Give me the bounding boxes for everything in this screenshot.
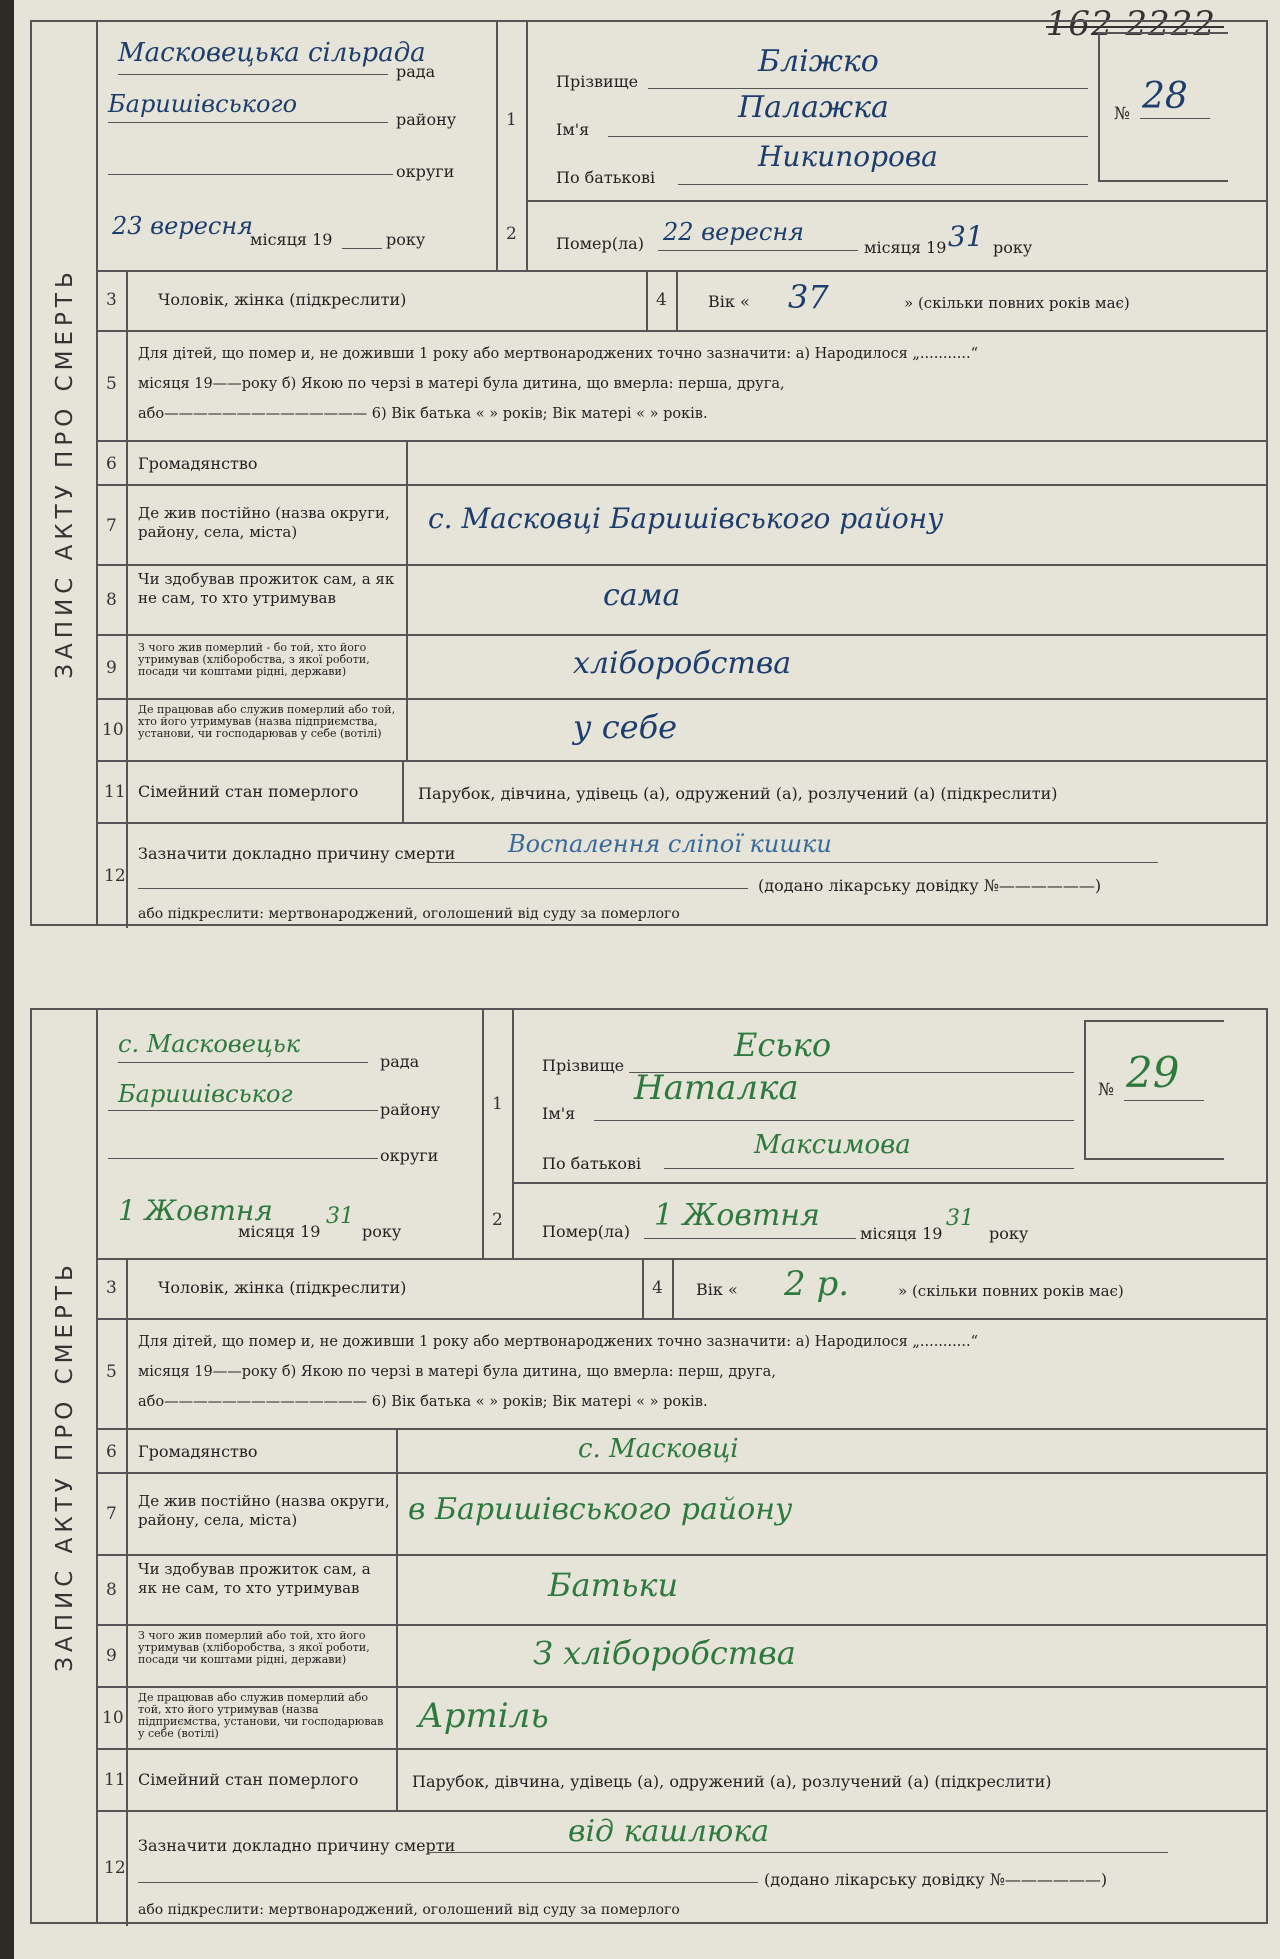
citizenship-label: Громадянство — [138, 454, 258, 473]
cause-label: Зазначити докладно причину смерти — [138, 1836, 456, 1855]
district-value: Баришівського — [108, 90, 298, 118]
row-number: 4 — [656, 290, 667, 310]
citizenship-label: Громадянство — [138, 1442, 258, 1461]
surname-label: Прізвище — [556, 72, 639, 91]
council-district-cell — [98, 1010, 484, 1258]
surname-label: Прізвище — [542, 1056, 625, 1075]
council-label: рада — [396, 62, 436, 81]
patronymic-value: Максимова — [754, 1130, 911, 1160]
sex-age-row — [98, 1260, 1266, 1320]
work-value: у себе — [573, 708, 678, 746]
death-year-label: року — [993, 238, 1033, 257]
record-number-label: № — [1098, 1080, 1115, 1100]
name-value: Палажка — [738, 90, 889, 125]
row-number: 8 — [106, 1580, 117, 1600]
row-number: 9 — [106, 1646, 117, 1666]
row-number-cell — [498, 22, 528, 270]
row-number: 10 — [102, 720, 124, 740]
death-label: Помер(ла) — [556, 234, 644, 253]
row-number: 7 — [106, 516, 117, 536]
record-section-title: ЗАПИС АКТУ ПРО СМЕРТЬ — [52, 267, 78, 679]
residence-value: в Баришівського району — [408, 1492, 793, 1527]
registration-year-label: року — [386, 230, 426, 249]
row-number-cell — [484, 1010, 514, 1258]
row-number: 2 — [492, 1210, 503, 1230]
work-value: Артіль — [418, 1696, 549, 1736]
register-page — [14, 0, 1280, 1959]
district-label: району — [396, 110, 457, 129]
support-label: Чи здобував прожиток сам, а як не сам, то хто утримував — [138, 570, 395, 607]
row-number: 5 — [106, 374, 117, 394]
family-label: Сімейний стан померлого — [138, 1770, 359, 1789]
record-side-panel — [32, 22, 98, 924]
district-value: Баришівськог — [118, 1080, 293, 1108]
residence-label: Де жив постійно (назва округи, району, села, міста) — [138, 504, 390, 541]
support-row — [98, 566, 1266, 636]
okrug-label: округи — [396, 162, 455, 181]
death-year: 31 — [946, 1206, 974, 1231]
stillborn-note: або підкреслити: мертвонароджений, оголошений від суду за померлого — [138, 1902, 680, 1918]
row-number: 11 — [104, 782, 126, 802]
residence-top-value: с. Масковці — [578, 1434, 739, 1464]
residence-value: с. Масковці Баришівського району — [428, 502, 944, 535]
child-line-1: Для дітей, що помер и, не доживши 1 року або мертвонароджених точно зазначити: а) Народилося „...........“ — [138, 1334, 978, 1350]
support-row — [98, 1556, 1266, 1626]
record-number-label: № — [1114, 104, 1131, 124]
support-label: Чи здобував прожиток сам, а як не сам, то хто утримував — [138, 1560, 371, 1597]
citizenship-row — [98, 1430, 1266, 1474]
income-label: З чого жив померлий - бо той, хто його утримував (хліборобства, з якої роботи, посади чи коштами рідні, держави) — [138, 641, 370, 678]
page-number: 162 2222 — [1045, 4, 1216, 44]
row-number: 8 — [106, 590, 117, 610]
support-value: сама — [603, 578, 681, 613]
age-value: 37 — [788, 278, 829, 316]
age-value: 2 р. — [784, 1264, 850, 1304]
cause-value: Воспалення сліпої кишки — [508, 830, 832, 858]
registration-month-label: місяця 19 — [238, 1222, 321, 1241]
surname-value: Есько — [734, 1026, 832, 1064]
cause-row — [98, 1812, 1266, 1926]
age-label: Вік « — [696, 1280, 738, 1299]
support-value: Батьки — [548, 1566, 679, 1604]
work-label: Де працював або служив померлий або той, хто його утримував (назва підприємства, установи, чи господарював у себе (вотілі) — [138, 1691, 384, 1740]
row-number: 2 — [506, 224, 517, 244]
residence-row — [98, 1474, 1266, 1556]
record-header-rows — [98, 1010, 1266, 1260]
district-label: району — [380, 1100, 441, 1119]
death-record-29 — [30, 1008, 1268, 1924]
patronymic-value: Никипорова — [758, 140, 938, 173]
registration-year-label: року — [362, 1222, 402, 1241]
patronymic-label: По батькові — [556, 168, 656, 187]
doctor-note: (додано лікарську довідку №——————) — [758, 876, 1102, 895]
work-label: Де працював або служив померлий або той, хто його утримував (назва підприємства, установи, чи господарював у себе (вотілі) — [138, 703, 396, 740]
patronymic-label: По батькові — [542, 1154, 642, 1173]
council-district-cell — [98, 22, 498, 270]
row-number: 12 — [104, 1858, 126, 1878]
income-label: З чого жив померлий або той, хто його утримував (хліборобства, з якої роботи, посади чи коштами рідні, держави) — [138, 1629, 370, 1666]
row-number: 10 — [102, 1708, 124, 1728]
income-row — [98, 636, 1266, 700]
cause-label: Зазначити докладно причину смерти — [138, 844, 456, 863]
child-line-3: або—————————————— 6) Вік батька « » років; Вік матері « » років. — [138, 1394, 708, 1410]
death-month-label: місяця 19 — [860, 1224, 943, 1243]
income-row — [98, 1626, 1266, 1688]
okrug-label: округи — [380, 1146, 439, 1165]
row-number: 1 — [506, 110, 517, 130]
death-label: Помер(ла) — [542, 1222, 630, 1241]
name-value: Наталка — [634, 1068, 799, 1108]
child-line-1: Для дітей, що помер и, не доживши 1 року або мертвонароджених точно зазначити: а) Народилося „...........“ — [138, 346, 978, 362]
record-number-box — [1098, 32, 1228, 182]
family-row — [98, 762, 1266, 824]
name-cell — [514, 1010, 1266, 1258]
name-label: Ім'я — [556, 120, 590, 139]
age-suffix: » (скільки повних років має) — [904, 294, 1130, 312]
sex-label: Чоловік, жінка (підкреслити) — [158, 290, 407, 309]
doctor-note: (додано лікарську довідку №——————) — [764, 1870, 1108, 1889]
income-value: хліборобства — [573, 646, 792, 681]
registration-date: 23 вересня — [112, 212, 254, 240]
row-number: 3 — [106, 1278, 117, 1298]
death-date: 1 Жовтня — [654, 1198, 820, 1233]
row-number: 5 — [106, 1362, 117, 1382]
residence-label: Де жив постійно (назва округи, району, села, міста) — [138, 1492, 390, 1529]
sex-label: Чоловік, жінка (підкреслити) — [158, 1278, 407, 1297]
row-number: 3 — [106, 290, 117, 310]
family-row — [98, 1750, 1266, 1812]
child-line-2: місяця 19——року б) Якою по черзі в матері була дитина, що вмерла: перша, друга, — [138, 376, 785, 392]
council-value: с. Масковецьк — [118, 1030, 301, 1058]
family-options: Парубок, дівчина, удівець (а), одружений (а), розлучений (а) (підкреслити) — [412, 1772, 1052, 1791]
row-number: 4 — [652, 1278, 663, 1298]
age-label: Вік « — [708, 292, 750, 311]
row-number: 7 — [106, 1504, 117, 1524]
record-header-rows — [98, 22, 1266, 272]
cause-value: від кашлюка — [568, 1814, 770, 1849]
record-section-title: ЗАПИС АКТУ ПРО СМЕРТЬ — [52, 1260, 78, 1672]
death-year: 31 — [948, 220, 984, 253]
registration-year: 31 — [326, 1204, 354, 1229]
child-info-row — [98, 1320, 1266, 1430]
work-row — [98, 700, 1266, 762]
family-options: Парубок, дівчина, удівець (а), одружений (а), розлучений (а) (підкреслити) — [418, 784, 1058, 803]
row-number: 11 — [104, 1770, 126, 1790]
cause-row — [98, 824, 1266, 928]
surname-value: Бліжко — [758, 44, 879, 79]
record-number: 28 — [1142, 76, 1188, 117]
age-suffix: » (скільки повних років має) — [898, 1282, 1124, 1300]
council-value: Масковецька сільрада — [118, 38, 426, 68]
death-year-label: року — [989, 1224, 1029, 1243]
record-number: 29 — [1126, 1048, 1180, 1097]
record-side-panel — [32, 1010, 98, 1922]
death-record-28 — [30, 20, 1268, 926]
income-value: З хліборобства — [533, 1634, 796, 1672]
residence-row — [98, 486, 1266, 566]
child-line-3: або—————————————— 6) Вік батька « » років; Вік матері « » років. — [138, 406, 708, 422]
registration-month-label: місяця 19 — [250, 230, 333, 249]
name-label: Ім'я — [542, 1104, 576, 1123]
name-cell — [528, 22, 1266, 270]
death-date: 22 вересня — [663, 218, 805, 246]
row-number: 6 — [106, 1442, 117, 1462]
record-number-box — [1084, 1020, 1224, 1160]
row-number: 1 — [492, 1094, 503, 1114]
row-number: 12 — [104, 866, 126, 886]
registration-date: 1 Жовтня — [118, 1194, 273, 1227]
row-number: 6 — [106, 454, 117, 474]
child-info-row — [98, 332, 1266, 442]
death-month-label: місяця 19 — [864, 238, 947, 257]
row-number: 9 — [106, 658, 117, 678]
council-label: рада — [380, 1052, 420, 1071]
child-line-2: місяця 19——року б) Якою по черзі в матері була дитина, що вмерла: перш, друга, — [138, 1364, 776, 1380]
family-label: Сімейний стан померлого — [138, 782, 359, 801]
citizenship-row — [98, 442, 1266, 486]
stillborn-note: або підкреслити: мертвонароджений, оголошений від суду за померлого — [138, 906, 680, 922]
work-row — [98, 1688, 1266, 1750]
sex-age-row — [98, 272, 1266, 332]
